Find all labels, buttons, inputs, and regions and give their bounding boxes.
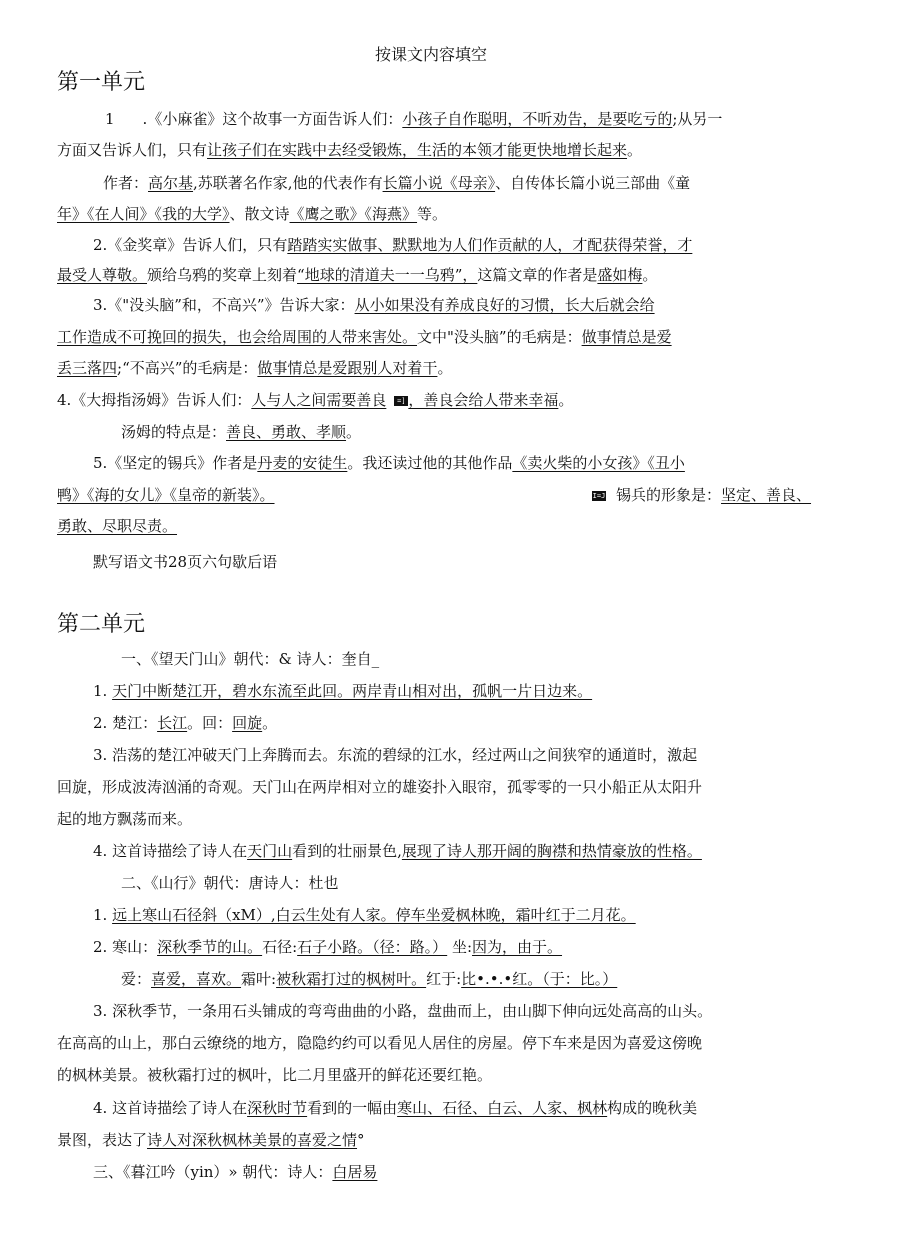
q3-line3	[57, 357, 452, 379]
text: 4. 这首诗描绘了诗人在	[93, 842, 248, 860]
text: 1.	[93, 682, 108, 700]
text: 。	[558, 391, 574, 409]
author-line1	[103, 172, 690, 194]
poem2-q3-line2: 在高高的山上，那白云缭绕的地方，隐隐约约可以看见人居住的房屋。停下车来是因为喜爱这傍晚	[57, 1034, 703, 1052]
text: 、自传体长篇小说三部曲《童	[495, 174, 691, 192]
answer: 比•.•.•红。（于：比。）	[461, 970, 618, 988]
answer: 坚定、善良、	[721, 486, 812, 504]
q4-line2	[121, 421, 361, 443]
scan-artifact-mark: =]	[394, 396, 408, 406]
text: 方面又告诉人们，只有	[57, 141, 208, 159]
text: 等。	[417, 205, 448, 223]
text: 。	[642, 266, 658, 284]
text: 。	[262, 714, 278, 732]
poem1-q3-line3: 起的地方飘荡而来。	[57, 810, 193, 828]
text: .《小麻雀》这个故事一方面告诉人们：	[142, 110, 403, 128]
answer: 远上寒山石径斜（xM）,白云生处有人家。停车坐爱枫林晚，霜叶红于二月花。	[112, 906, 636, 924]
answer: 寒山、石径、白云、人家、枫林	[397, 1099, 608, 1117]
poem2-title: 二、《山行》朝代：唐诗人：杜也	[121, 874, 339, 892]
poem1-q1	[93, 680, 592, 702]
answer: 人与人之间需要善良	[251, 391, 387, 409]
poem1-q2	[93, 712, 277, 734]
answer: 最受人尊敬。	[57, 266, 148, 284]
text: 霜叶:	[241, 970, 277, 988]
poem1-q4	[93, 840, 702, 862]
answer: 踏踏实实做事、默默地为人们作贡献的人，才配获得荣誉，才	[287, 236, 693, 254]
text: °	[357, 1131, 365, 1149]
poem2-q3-line3: 的枫林美景。被秋霜打过的枫叶，比二月里盛开的鲜花还要红艳。	[57, 1066, 493, 1084]
answer: 小孩子自作聪明，不听劝告，是要吃亏的	[402, 110, 673, 128]
scan-artifact-mark: I=J	[592, 492, 606, 500]
answer: 白居易	[332, 1163, 378, 1181]
poem2-q3-line1: 3. 深秋季节，一条用石头铺成的弯弯曲曲的小路，盘曲而上，由山脚下伸向远处高高的山头。	[93, 1002, 713, 1020]
answer: ，善良会给人带来幸福	[408, 391, 559, 409]
answer: 长篇小说《母亲》	[382, 174, 496, 192]
text: 文中"没头脑”的毛病是：	[417, 328, 582, 346]
answer: 长江	[157, 714, 188, 732]
q5-line2-right	[592, 484, 811, 506]
answer: “地球的清道夫一一乌鸦”，	[297, 266, 478, 284]
q3-line1	[93, 294, 655, 316]
unit1-heading: 第一单元	[57, 70, 146, 95]
answer: 做事情总是爱跟别人对着干	[257, 359, 438, 377]
text: 。	[437, 359, 453, 377]
text: 1.	[93, 906, 108, 924]
text: 颁给乌鸦的奖章上刻着	[147, 266, 298, 284]
answer: 鸭》《海的女儿》《皇帝的新装》。	[57, 486, 275, 504]
page-title: 按课文内容填空	[375, 45, 488, 64]
q5-line2-left	[57, 484, 275, 506]
answer: 因为，由于。	[472, 938, 563, 956]
text: 这篇文章的作者是	[477, 266, 598, 284]
q1-line2	[57, 139, 642, 161]
text: 。回：	[187, 714, 233, 732]
text: 。	[346, 423, 362, 441]
unit2-heading: 第二单元	[57, 612, 146, 637]
answer: 天门山	[247, 842, 293, 860]
answer: 回旋	[232, 714, 263, 732]
poem3-title	[93, 1161, 377, 1183]
answer: 勇敢、尽职尽责。	[57, 517, 178, 535]
q1-line1	[105, 108, 722, 130]
text: 2. 楚江：	[93, 714, 158, 732]
answer: 高尔基	[148, 174, 194, 192]
text: 爱：	[121, 970, 152, 988]
poem2-q2-cont	[121, 968, 617, 990]
answer: 石子小路。（径：路。）	[297, 938, 448, 956]
text: 3.《"没头脑”和，不高兴”》告诉大家：	[93, 296, 355, 314]
answer: 善良、勇敢、孝顺	[226, 423, 347, 441]
poem1-title: 一、《望天门山》朝代：& 诗人：奎自_	[121, 650, 380, 668]
text: 景图，表达了	[57, 1131, 148, 1149]
author-line2	[57, 203, 447, 225]
text: 三、《暮江吟（yin）» 朝代：诗人：	[93, 1163, 333, 1181]
answer: 诗人对深秋枫林美景的喜爱之情	[147, 1131, 358, 1149]
answer: 《卖火柴的小女孩》《丑小	[512, 454, 685, 472]
text: 4. 这首诗描绘了诗人在	[93, 1099, 248, 1117]
text: ,苏联著名作家,他的代表作有	[193, 174, 383, 192]
text: 、散文诗	[229, 205, 290, 223]
text: 。	[627, 141, 643, 159]
text: 红于:	[426, 970, 462, 988]
q5-line1	[93, 452, 685, 474]
text: 作者：	[103, 174, 149, 192]
poem1-q3-line2: 回旋，形成波涛汹涌的奇观。天门山在两岸相对立的雄姿扑入眼帘，孤零零的一只小船正从太阳升	[57, 778, 703, 796]
text: 坐:	[447, 938, 473, 956]
answer: 展现了诗人那开阔的胸襟和热情豪放的性格。	[401, 842, 702, 860]
answer: 从小如果没有养成良好的习惯，长大后就会给	[354, 296, 655, 314]
text: 2.《金奖章》告诉人们，只有	[93, 236, 288, 254]
poem2-q4-line2	[57, 1129, 365, 1151]
answer: 被秋霜打过的枫树叶。	[276, 970, 427, 988]
text: 看到的一幅由	[307, 1099, 398, 1117]
poem2-q4-line1	[93, 1097, 697, 1119]
answer: 工作造成不可挽回的损失，也会给周围的人带来害处。	[57, 328, 418, 346]
answer: 丹麦的安徒生	[257, 454, 348, 472]
text: 石径:	[262, 938, 298, 956]
dictation-note: 默写语文书28页六句歇后语	[93, 553, 278, 571]
answer: 喜爱，喜欢。	[151, 970, 242, 988]
text: 4.《大拇指汤姆》告诉人们：	[57, 391, 252, 409]
text: 5.《坚定的锡兵》作者是	[93, 454, 258, 472]
answer: 深秋时节	[247, 1099, 308, 1117]
answer: 《鹰之歌》《海燕》	[289, 205, 418, 223]
text: 汤姆的特点是：	[121, 423, 227, 441]
answer: 深秋季节的山。	[157, 938, 263, 956]
answer: 年》《在人间》《我的大学》	[57, 205, 230, 223]
answer: 天门中断楚江开，碧水东流至此回。两岸青山相对出，孤帆一片日边来。	[112, 682, 593, 700]
q2-line1	[93, 234, 692, 256]
poem1-q3-line1: 3. 浩荡的楚江冲破天门上奔腾而去。东流的碧绿的江水，经过两山之间狭窄的通道时，激起	[93, 746, 698, 764]
text: 。我还读过他的其他作品	[347, 454, 513, 472]
text: 2. 寒山：	[93, 938, 158, 956]
text: ;“不高兴”的毛病是：	[117, 359, 258, 377]
text: 锡兵的形象是：	[616, 486, 722, 504]
q1-number: 1	[105, 110, 115, 128]
text: 看到的壮丽景色,	[292, 842, 402, 860]
poem2-q2	[93, 936, 562, 958]
answer: 丢三落四	[57, 359, 118, 377]
answer: 做事情总是爱	[581, 328, 672, 346]
text: 构成的晚秋美	[607, 1099, 698, 1117]
q2-line2	[57, 264, 657, 286]
q5-line3	[57, 515, 177, 537]
poem2-q1	[93, 904, 636, 926]
q4-line1	[57, 389, 573, 411]
text: ;从另一	[672, 110, 723, 128]
answer: 盛如梅	[597, 266, 643, 284]
q3-line2	[57, 326, 672, 348]
answer: 让孩子们在实践中去经受锻炼，生活的本领才能更快地增长起来	[207, 141, 628, 159]
